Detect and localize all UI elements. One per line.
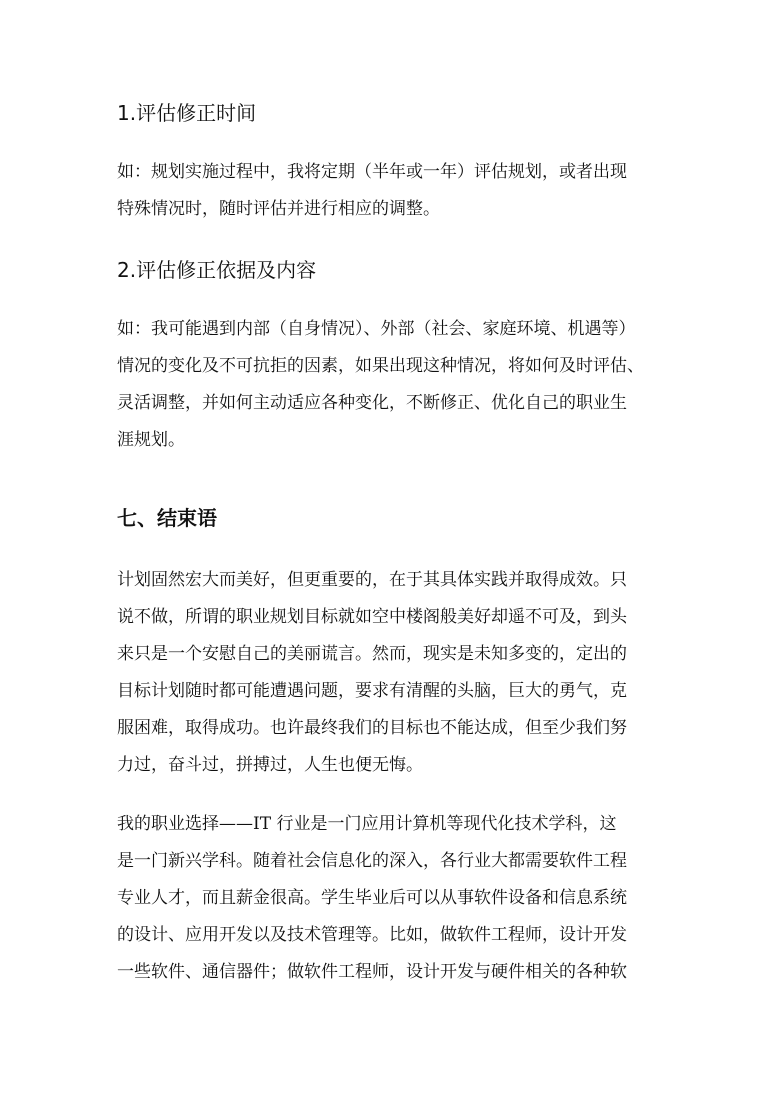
text-line: 力过，奋斗过，拼搏过，人生也便无悔。: [117, 755, 423, 775]
text-line: 是一门新兴学科。随着社会信息化的深入，各行业大都需要软件工程: [117, 851, 627, 871]
text-line: 涯规划。: [117, 430, 185, 450]
text-line: 服困难，取得成功。也许最终我们的目标也不能达成，但至少我们努: [117, 718, 627, 738]
paragraph-conclusion: [117, 562, 669, 784]
text-line: 特殊情况时，随时评估并进行相应的调整。: [117, 199, 440, 219]
text-line: 目标计划随时都可能遭遇问题，要求有清醒的头脑，巨大的勇气，克: [117, 681, 627, 701]
text-line: 来只是一个安慰自己的美丽谎言。然而，现实是未知多变的，定出的: [117, 644, 627, 664]
text-line: 如：我可能遇到内部（自身情况）、外部（社会、家庭环境、机遇等）: [117, 319, 636, 339]
text-line: 情况的变化及不可抗拒的因素，如果出现这种情况，将如何及时评估、: [117, 356, 644, 376]
text-line: 说不做，所谓的职业规划目标就如空中楼阁般美好却遥不可及，到头: [117, 607, 627, 627]
paragraph-career-choice: [117, 806, 669, 991]
text-line: 计划固然宏大而美好，但更重要的，在于其具体实践并取得成效。只: [117, 570, 627, 590]
text-line: 如：规划实施过程中，我将定期（半年或一年）评估规划，或者出现: [117, 162, 627, 182]
heading-conclusion: 七、结束语: [117, 506, 217, 530]
heading-evaluation-basis: 2.评估修正依据及内容: [117, 258, 317, 282]
text-line: 的设计、应用开发以及技术管理等。比如，做软件工程师，设计开发: [117, 925, 627, 945]
text-line: 专业人才，而且薪金很高。学生毕业后可以从事软件设备和信息系统: [117, 888, 627, 908]
heading-evaluation-time: 1.评估修正时间: [117, 101, 257, 125]
paragraph-evaluation-time: [117, 154, 669, 228]
paragraph-evaluation-basis: [117, 311, 669, 459]
text-line: 一些软件、通信器件；做软件工程师，设计开发与硬件相关的各种软: [117, 962, 627, 982]
text-line: 灵活调整，并如何主动适应各种变化，不断修正、优化自己的职业生: [117, 393, 627, 413]
text-line: 我的职业选择——IT 行业是一门应用计算机等现代化技术学科，这: [117, 814, 617, 834]
